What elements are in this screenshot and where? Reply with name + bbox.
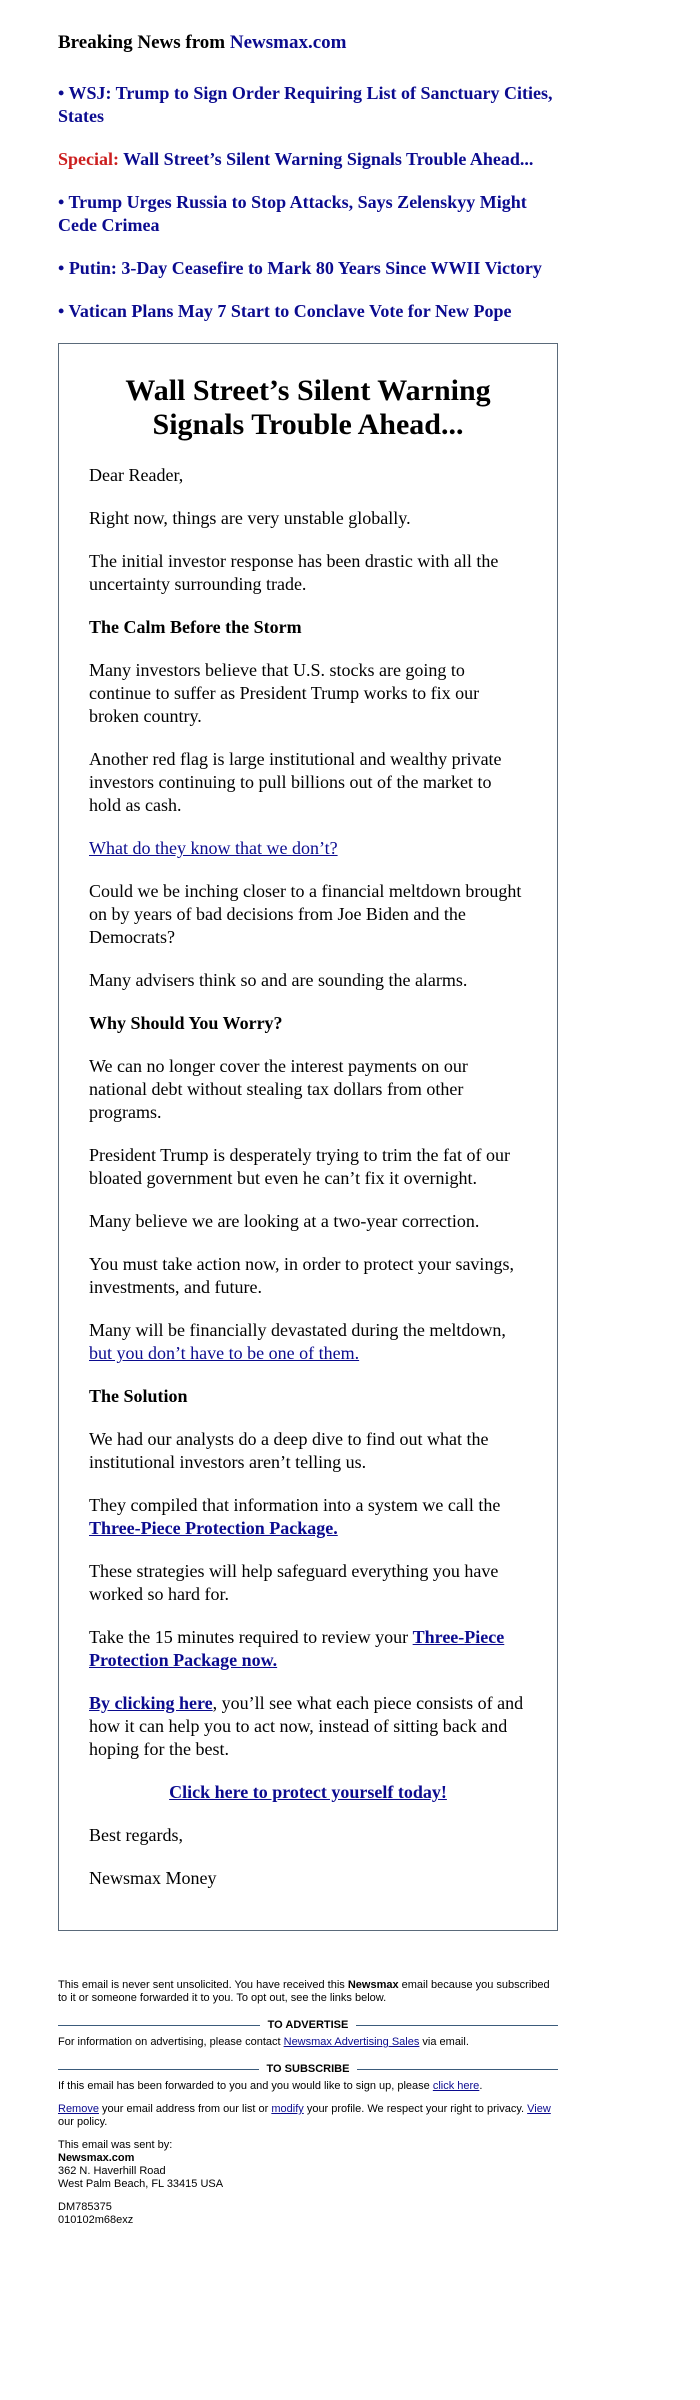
headline-link-zelenskyy[interactable]: • Trump Urges Russia to Stop Attacks, Says Zelenskyy Might Cede Crimea [58,192,527,235]
what-do-they-know-link[interactable]: What do they know that we don’t? [89,838,338,858]
special-label: Special: [58,149,119,169]
cta-paragraph [89,1781,527,1804]
paragraph [89,837,527,860]
paragraph: Many investors believe that U.S. stocks are going to continue to suffer as President Trump works to fix our broken country. [89,660,480,726]
modify-link[interactable]: modify [271,2103,304,2115]
paragraph: They compiled that information into a system we call the Three-Piece Protection Package. [89,1495,501,1538]
paragraph: You must take action now, in order to protect your savings, investments, and future. [89,1254,514,1297]
protection-package-now-link[interactable]: Three-Piece Protection Package now. [89,1627,505,1670]
paragraph: President Trump is desperately trying to trim the fat of our bloated government but even he can’t fix it overnight. [89,1145,510,1188]
paragraph: We can no longer cover the interest payments on our national debt without stealing tax dollars from other programs. [89,1056,468,1122]
signup-click-here-link[interactable]: click here [432,2080,480,2092]
closing: Best regards, [89,1825,183,1845]
greeting: Dear Reader, [89,465,184,485]
paragraph: By clicking here, you’ll see what each piece consists of and how it can help you to act now, instead of sitting back and hoping for the best. [89,1693,524,1759]
paragraph: Many believe we are looking at a two-year correction. [89,1211,480,1231]
paragraph: Right now, things are very unstable globally. [89,508,411,528]
subheading-calm: The Calm Before the Storm [89,617,302,637]
subheading-solution: The Solution [89,1386,188,1406]
subscribe-divider [58,2063,558,2076]
headline-link-conclave[interactable]: • Vatican Plans May 7 Start to Conclave Vote for New Pope [58,301,512,321]
headline-link-sanctuary[interactable]: • WSJ: Trump to Sign Order Requiring List of Sanctuary Cities, States [58,83,553,126]
paragraph: The initial investor response has been drastic with all the uncertainty surrounding trade. [89,551,499,594]
paragraph: Another red flag is large institutional and wealthy private investors continuing to pull billions out of the market to hold as cash. [89,749,502,815]
privacy-text: Remove your email address from our list or modify your profile. We respect your right to privacy. View our policy. [58,2103,551,2128]
paragraph: Many advisers think so and are sounding the alarms. [89,970,468,990]
email-footer [58,1979,558,2227]
by-clicking-here-link[interactable]: By clicking here [89,1693,213,1713]
subheading-worry: Why Should You Worry? [89,1013,283,1033]
header-prefix: Breaking News from [58,32,226,53]
tracking-codes: DM785375 010102m68exz [58,2201,134,2226]
headline-list [58,82,558,323]
remove-link[interactable]: Remove [58,2103,99,2115]
signature: Newsmax Money [89,1868,217,1888]
advertising-sales-link[interactable]: Newsmax Advertising Sales [283,2036,420,2048]
email-body [58,0,558,2237]
headline-link-ceasefire[interactable]: • Putin: 3-Day Ceasefire to Mark 80 Years Since WWII Victory [58,258,542,278]
sender-info: This email was sent by: Newsmax.com 362 N. Haverhill Road West Palm Beach, FL 33415 USA [58,2139,224,2190]
paragraph: These strategies will help safeguard everything you have worked so hard for. [89,1561,499,1604]
paragraph: Many will be financially devastated during the meltdown, but you don’t have to be one of them. [89,1320,506,1363]
headline-link-special[interactable]: Special: Wall Street’s Silent Warning Signals Trouble Ahead... [58,149,534,169]
protect-yourself-cta-link[interactable]: Click here to protect yourself today! [169,1782,447,1802]
article-title: Wall Street’s Silent Warning Signals Trouble Ahead... [125,374,491,441]
paragraph: We had our analysts do a deep dive to find out what the institutional investors aren’t telling us. [89,1429,489,1472]
advertise-text: For information on advertising, please contact Newsmax Advertising Sales via email. [58,2036,469,2048]
article-box [58,343,558,1931]
view-policy-link[interactable]: View [527,2103,551,2115]
advertise-divider [58,2019,558,2032]
header-brand-link[interactable]: Newsmax.com [229,32,347,53]
subscribe-label: TO SUBSCRIBE [259,2063,358,2075]
protection-package-link[interactable]: Three-Piece Protection Package. [89,1518,338,1538]
not-one-of-them-link[interactable]: but you don’t have to be one of them. [89,1343,360,1363]
unsolicited-notice: This email is never sent unsolicited. You have received this Newsmax email because you subscribed to it or someone forwarded it to you. To opt out, see the links below. [58,1979,550,2004]
paragraph: Take the 15 minutes required to review your Three-Piece Protection Package now. [89,1627,505,1670]
advertise-label: TO ADVERTISE [260,2019,357,2031]
paragraph: Could we be inching closer to a financial meltdown brought on by years of bad decisions from Joe Biden and the Democrats? [89,881,522,947]
subscribe-text: If this email has been forwarded to you and you would like to sign up, please click here. [58,2080,483,2092]
page-header [58,32,558,54]
